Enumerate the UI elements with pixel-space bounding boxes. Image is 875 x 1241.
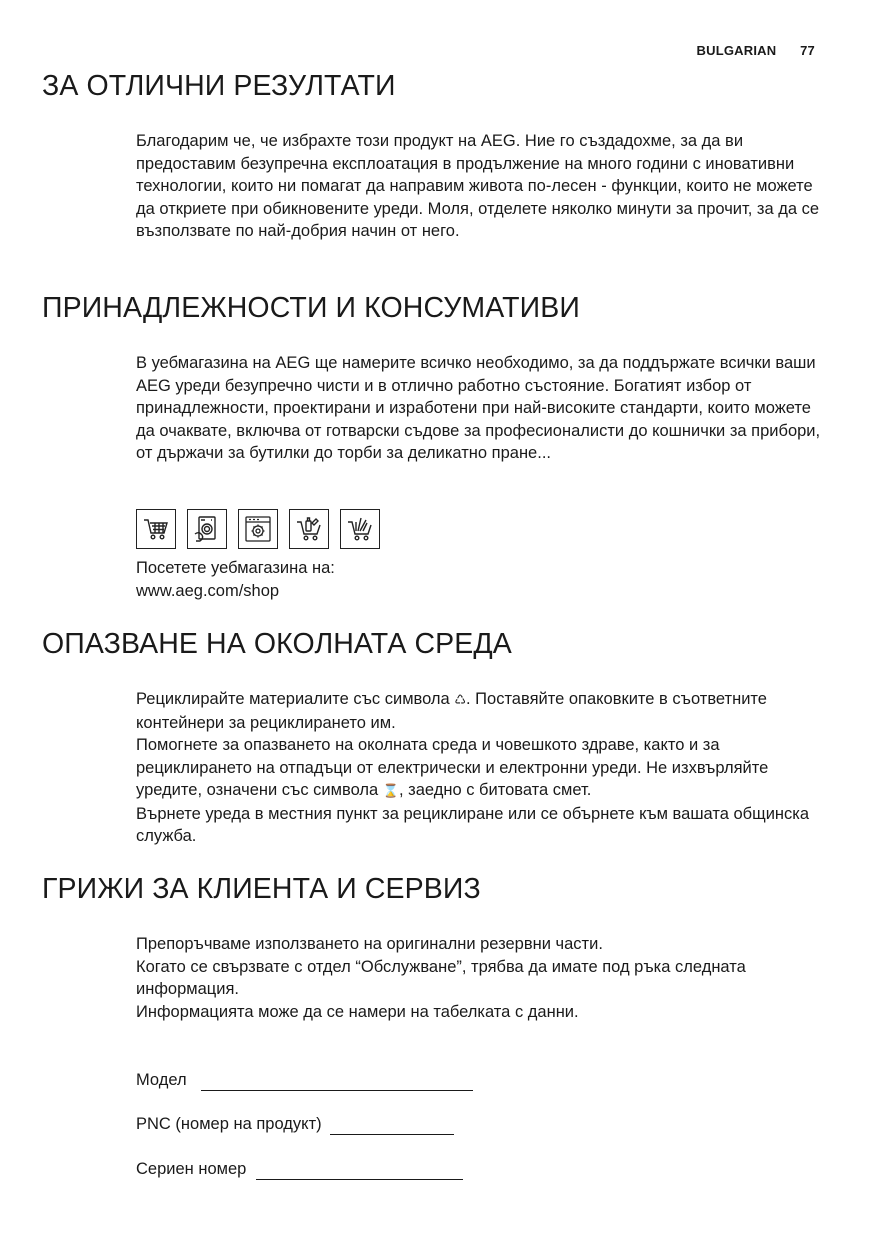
serial-blank-line[interactable] bbox=[256, 1162, 463, 1180]
model-blank-line[interactable] bbox=[201, 1073, 473, 1091]
language-label: BULGARIAN bbox=[696, 43, 777, 58]
cart-with-bottle-icon bbox=[289, 509, 329, 549]
environment-line1-b: . Поставяйте опаковките в съответните контейнери за рециклирането им. bbox=[136, 690, 767, 732]
environment-line3: Върнете уреда в местния пункт за рециклиране или се обърнете към вашата общинска служба. bbox=[136, 804, 810, 845]
pnc-blank-line[interactable] bbox=[330, 1117, 454, 1135]
service-line3: Информацията може да се намери на табелката с данни. bbox=[136, 1002, 579, 1021]
recycle-icon: ♺ bbox=[454, 692, 466, 707]
environment-line1-a: Рециклирайте материалите със символа bbox=[136, 690, 450, 708]
section-title-results: ЗА ОТЛИЧНИ РЕЗУЛТАТИ bbox=[42, 70, 396, 102]
results-text: Благодарим че, че избрахте този продукт на AEG. Ние го създадохме, за да ви предоставим безупречна експлоатация в продължение на много години с иновативни технологии, които ни помагат да направим живота по-лесен - функции, които не можете да откриете при обикновените уреди. Моля, отделете няколко минути за прочит, за да се възползвате по най-добрия начин от него. bbox=[136, 132, 820, 240]
serial-label: Сериен номер bbox=[136, 1160, 247, 1178]
washing-machine-care-icon bbox=[187, 509, 227, 549]
service-line1: Препоръчваме използването на оригинални резервни части. bbox=[136, 935, 603, 953]
pnc-label: PNC (номер на продукт) bbox=[136, 1115, 322, 1133]
section-title-service: ГРИЖИ ЗА КЛИЕНТА И СЕРВИЗ bbox=[42, 873, 481, 905]
results-paragraph bbox=[136, 130, 826, 243]
service-line2: Когато се свързвате с отдел “Обслужване”, трябва да имате под ръка следната информация. bbox=[136, 957, 746, 998]
page-number: 77 bbox=[800, 43, 815, 58]
accessories-text: В уебмагазина на AEG ще намерите всичко необходимо, за да поддържате всички ваши AEG уреди безупречно чисти и в отлично работно състояние. Богатият избор от принадлежности, проектирани и изработени при най-високите стандарти, които можете да очаквате, включва от готварски съдове за професионалисти до кошнички за прибори, от държачи за бутилки до торби за деликатно пране... bbox=[136, 354, 821, 462]
accessories-paragraph bbox=[136, 352, 826, 465]
shop-url-link[interactable]: www.aeg.com/shop bbox=[136, 581, 280, 600]
visit-label: Посетете уебмагазина на: bbox=[136, 559, 335, 577]
environment-line2 bbox=[136, 734, 826, 803]
section-title-accessories: ПРИНАДЛЕЖНОСТИ И КОНСУМАТИВИ bbox=[42, 292, 580, 324]
section-title-environment: ОПАЗВАНЕ НА ОКОЛНАТА СРЕДА bbox=[42, 628, 512, 660]
environment-paragraph bbox=[136, 688, 826, 848]
page-header bbox=[697, 43, 815, 58]
shop-icons-row bbox=[136, 509, 380, 549]
pnc-field bbox=[136, 1113, 454, 1135]
shop-visit-block bbox=[136, 557, 826, 602]
environment-line1 bbox=[136, 688, 826, 734]
cart-with-utensils-icon bbox=[340, 509, 380, 549]
environment-line2-a: Помогнете за опазването на околната среда и човешкото здраве, както и за рециклирането на отпадъци от електрически и електронни уреди. Не изхвърляйте уредите, означени със символа bbox=[136, 736, 769, 799]
model-field bbox=[136, 1069, 473, 1091]
model-label: Модел bbox=[136, 1071, 187, 1089]
environment-line2-b: , заедно с битовата смет. bbox=[398, 781, 592, 799]
appliance-parts-icon bbox=[238, 509, 278, 549]
crossed-bin-icon: ⌛ bbox=[382, 783, 399, 798]
service-paragraph bbox=[136, 933, 826, 1023]
serial-field bbox=[136, 1158, 463, 1180]
shopping-cart-icon bbox=[136, 509, 176, 549]
